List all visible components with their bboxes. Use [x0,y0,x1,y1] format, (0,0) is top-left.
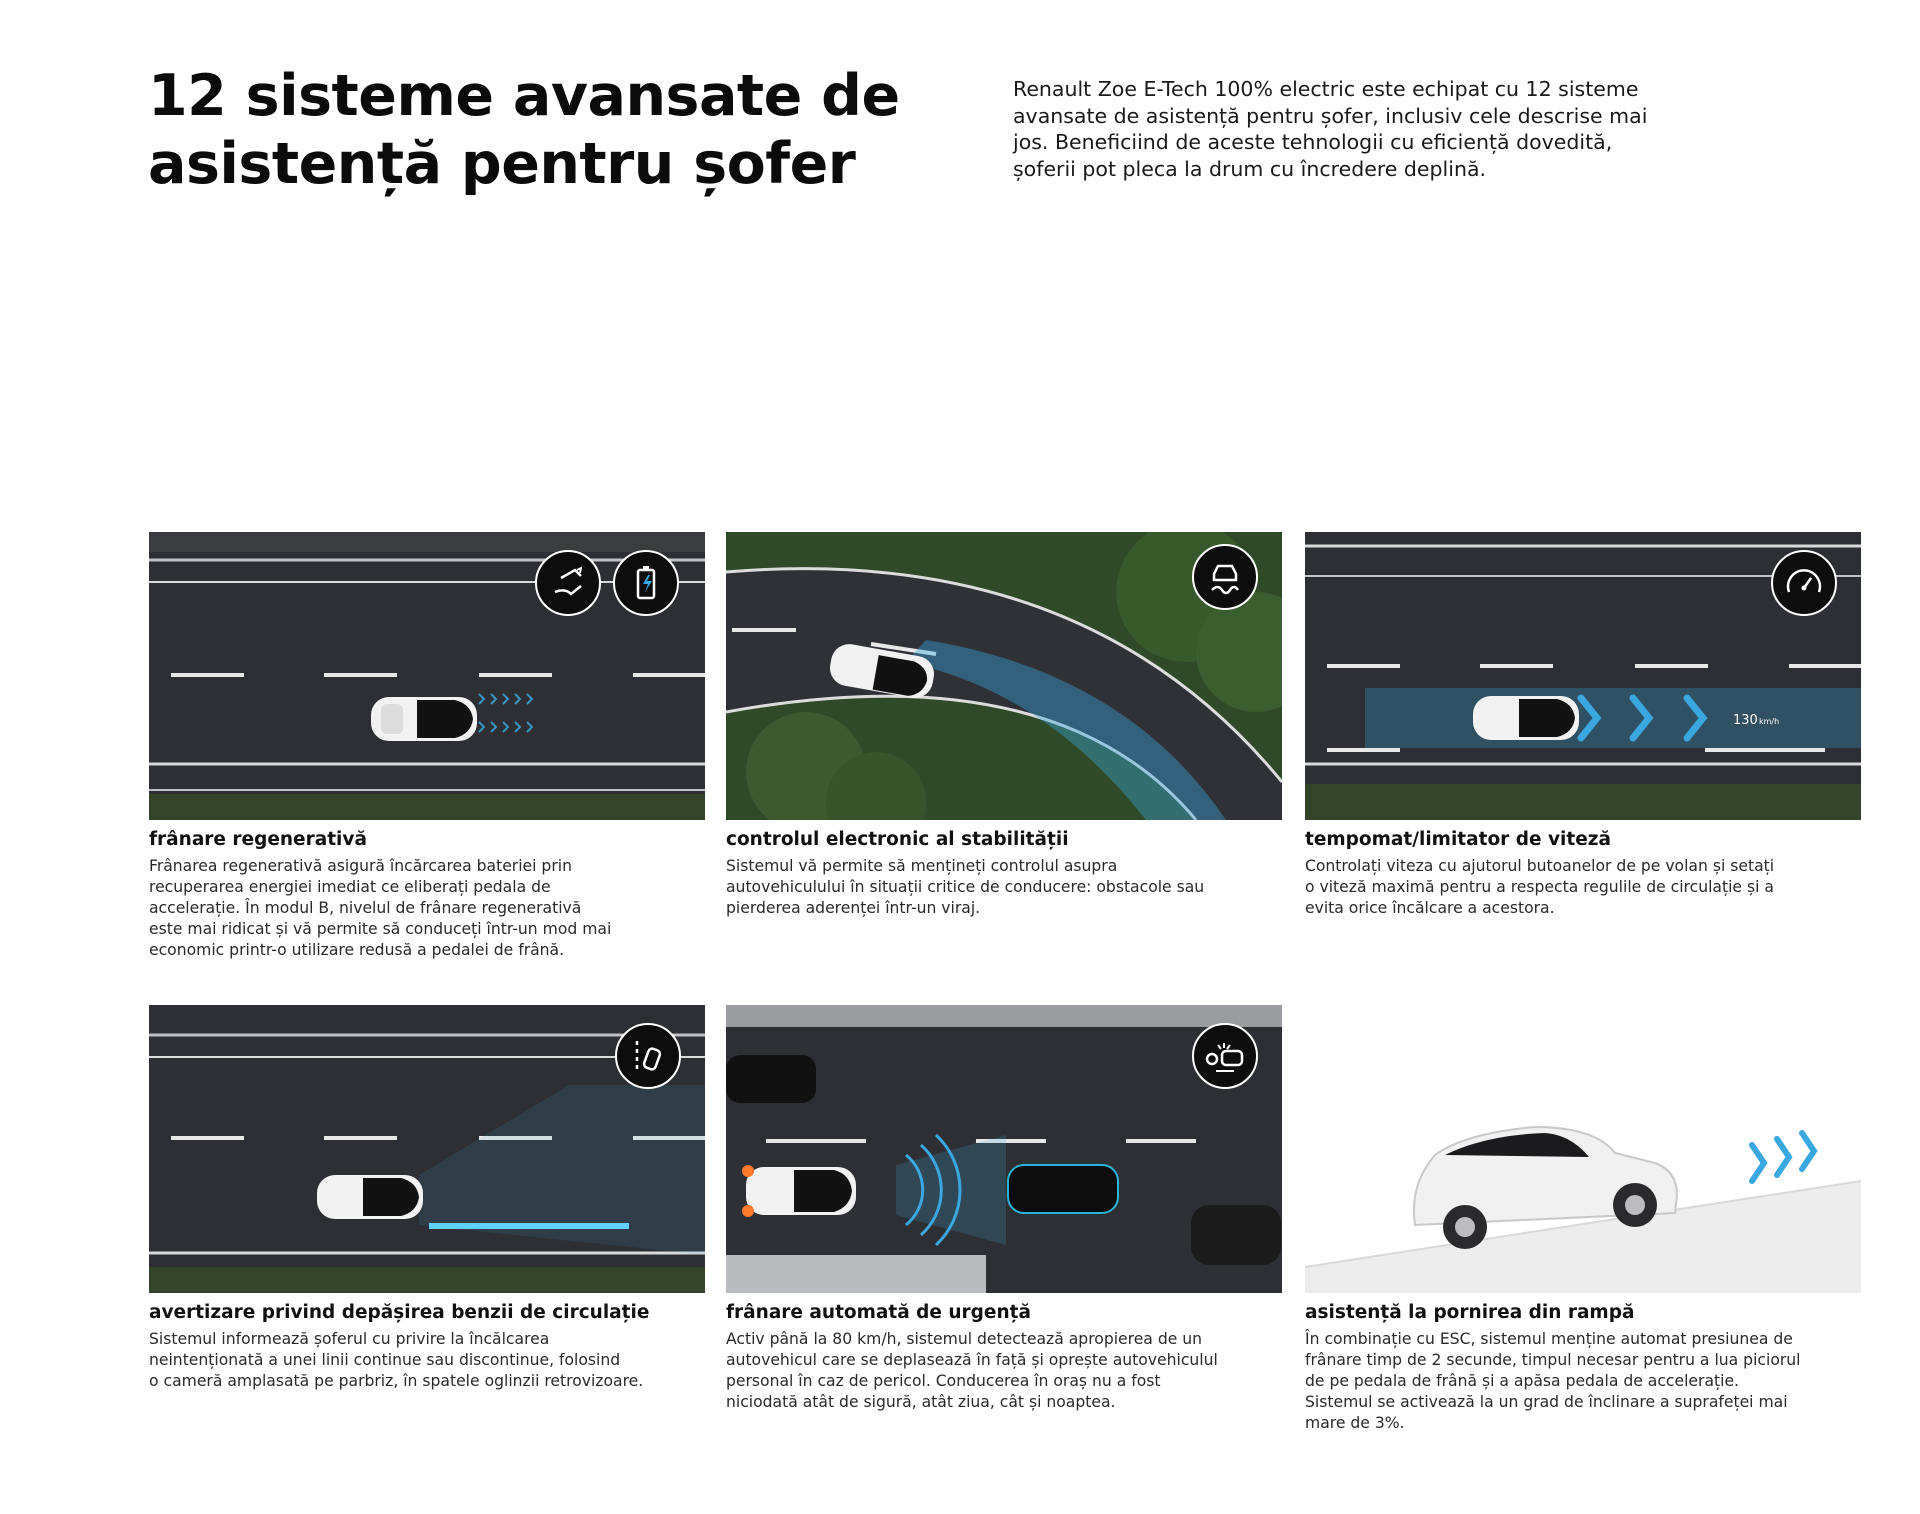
stability-control-image [726,532,1282,820]
card-line: de pe pedala de frână și a apăsa pedala de accelerație. [1305,1372,1739,1390]
feature-card-stability-control [726,532,1282,919]
battery-charge-icon [613,550,679,616]
card-line: pierderea aderenței într-un viraj. [726,899,981,917]
feature-card-cruise-control [1305,532,1861,919]
intro-line-2: avansate de asistență pentru șofer, inclusiv cele descrise mai [1013,103,1648,128]
card-title: avertizare privind depășirea benzii de circulație [149,1302,650,1323]
card-description [726,856,1282,919]
speed-unit: km/h [1759,717,1780,726]
card-line: autovehicul care se deplasează în față și oprește autovehiculul [726,1351,1218,1369]
hill-start-image [1305,1005,1861,1293]
card-description [1305,856,1861,919]
page-title [148,62,988,198]
card-line: Sistemul informează șoferul cu privire la încălcarea [149,1330,550,1348]
cruise-control-image [1305,532,1861,820]
speed-limiter-icon [1771,550,1837,616]
card-title: controlul electronic al stabilității [726,829,1069,850]
card-line: Sistemul vă permite să mențineți controlul asupra [726,857,1118,875]
card-line: autovehiculului în situații critice de conducere: obstacole sau [726,878,1205,896]
regenerative-braking-image [149,532,705,820]
card-line: evita orice încălcare a acestora. [1305,899,1555,917]
card-title: frânare automată de urgență [726,1302,1031,1323]
card-line: neintenționată a unei linii continue sau discontinue, folosind [149,1351,621,1369]
card-line: mare de 3%. [1305,1414,1405,1432]
emergency-brake-icon [1192,1023,1258,1089]
card-line: recuperarea energiei imediat ce eliberați pedala de [149,878,551,896]
stability-control-icon [1192,544,1258,610]
card-line: Activ până la 80 km/h, sistemul detectează apropierea de un [726,1330,1203,1348]
card-line: este mai ridicat și vă permite să conduceți într-un mod mai [149,920,612,938]
regenerative-pedal-icon [535,550,601,616]
card-line: Sistemul se activează la un grad de înclinare a suprafeței mai [1305,1393,1788,1411]
page-title-line-2: asistență pentru șofer [148,131,856,197]
card-line: o viteză maximă pentru a respecta regulile de circulație și a [1305,878,1774,896]
card-line: frânare timp de 2 secunde, timpul necesar pentru a lua piciorul [1305,1351,1801,1369]
card-line: În combinație cu ESC, sistemul menține automat presiunea de [1305,1330,1793,1348]
card-line: niciodată atât de sigură, atât ziua, cât și noaptea. [726,1393,1116,1411]
card-description [149,1329,705,1392]
speed-label: 130 [1733,713,1758,728]
card-description [149,856,705,961]
card-line: Controlați viteza cu ajutorul butoanelor de pe volan și setați [1305,857,1775,875]
feature-card-emergency-braking [726,1005,1282,1413]
card-description [726,1329,1282,1413]
card-title: frânare regenerativă [149,829,367,850]
page-title-line-1: 12 sisteme avansate de [148,63,900,129]
intro-line-4: șoferii pot pleca la drum cu încredere deplină. [1013,156,1487,181]
feature-card-regenerative-braking [149,532,705,961]
emergency-braking-image [726,1005,1282,1293]
intro-line-1: Renault Zoe E-Tech 100% electric este echipat cu 12 sisteme [1013,77,1639,101]
feature-card-lane-departure [149,1005,705,1392]
lane-departure-image [149,1005,705,1293]
feature-card-hill-start [1305,1005,1861,1434]
card-line: economic printr-o utilizare redusă a pedalei de frână. [149,941,565,959]
card-line: o cameră amplasată pe parbriz, în spatele oglinzii retrovizoare. [149,1372,644,1390]
intro-line-3: jos. Beneficiind de aceste tehnologii cu eficiență dovedită, [1013,130,1613,154]
intro-paragraph [1013,76,1713,182]
card-title: asistență la pornirea din rampă [1305,1302,1635,1323]
card-line: Frânarea regenerativă asigură încărcarea bateriei prin [149,857,572,875]
lane-departure-icon [615,1023,681,1089]
card-description [1305,1329,1861,1434]
card-title: tempomat/limitator de viteză [1305,829,1611,850]
card-line: accelerație. În modul B, nivelul de frânare regenerativă [149,899,582,917]
card-line: personal în caz de pericol. Conducerea în oraș nu a fost [726,1372,1161,1390]
